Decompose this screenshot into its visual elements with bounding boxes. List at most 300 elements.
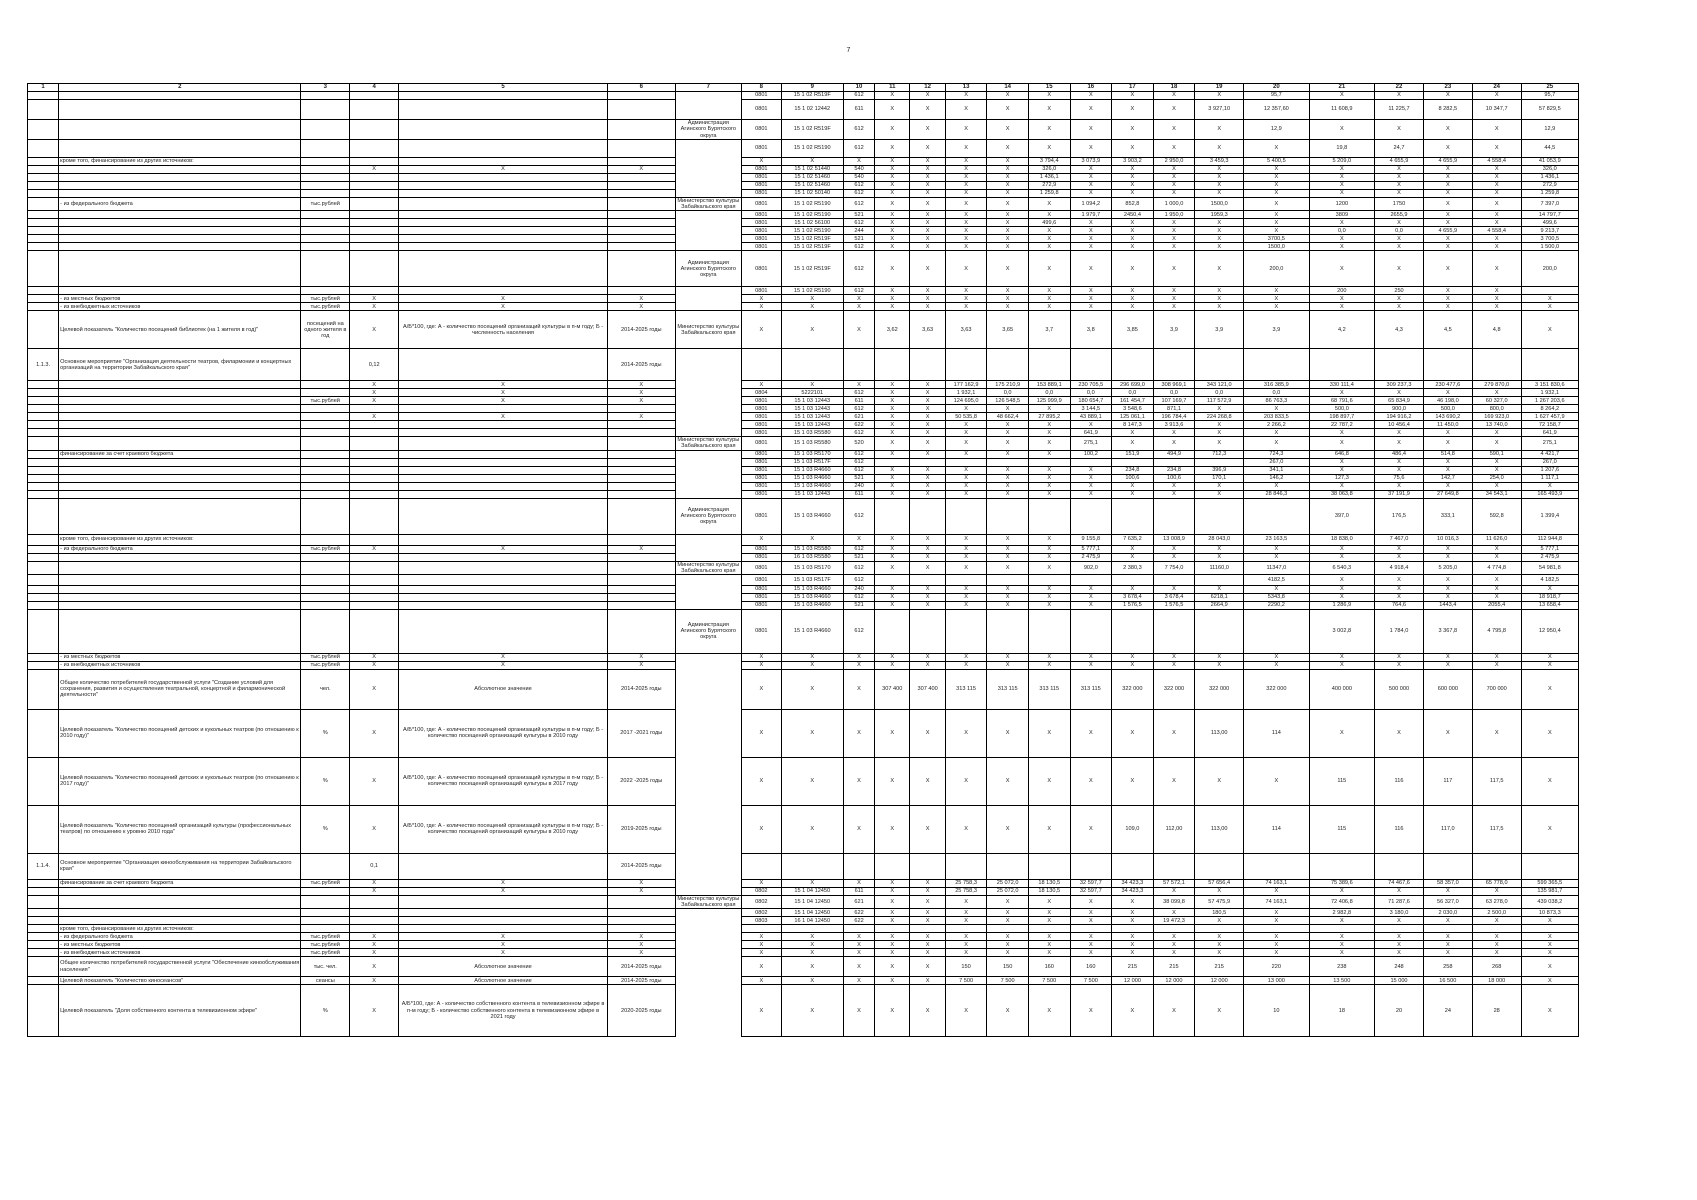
table-cell: X — [875, 158, 910, 166]
table-cell: 4 655,9 — [1423, 227, 1472, 235]
table-cell — [608, 474, 676, 482]
table-cell: X — [742, 381, 782, 389]
table-cell — [28, 120, 59, 140]
table-cell — [28, 389, 59, 397]
table-cell: X — [1195, 190, 1244, 198]
table-cell — [28, 925, 59, 933]
table-cell: X — [1070, 653, 1112, 661]
table-cell: 494,9 — [1153, 450, 1195, 458]
table-cell — [28, 933, 59, 941]
table-cell — [399, 490, 608, 498]
table-cell: 330 111,4 — [1309, 381, 1374, 389]
table-cell: Основное мероприятие "Организация деятельности театров, филармонии и концертных организаций на территории Забайкальского края" — [59, 349, 301, 381]
table-cell: X — [1375, 545, 1424, 553]
table-cell: X — [910, 887, 945, 895]
table-cell — [28, 182, 59, 190]
table-cell: 25 758,3 — [945, 879, 987, 887]
table-cell: X — [945, 421, 987, 429]
table-cell: 18 130,5 — [1028, 887, 1070, 895]
table-cell — [28, 251, 59, 287]
table-cell — [301, 413, 350, 421]
table-cell: X — [399, 389, 608, 397]
table-cell: 100,2 — [1070, 450, 1112, 458]
table-cell: X — [1244, 190, 1309, 198]
table-cell: тыс.рублей — [301, 879, 350, 887]
table-cell: X — [1195, 661, 1244, 669]
table-cell: X — [1028, 466, 1070, 474]
table-row — [28, 174, 1579, 182]
table-cell — [945, 498, 987, 534]
table-cell — [28, 397, 59, 405]
table-cell: 0801 — [742, 211, 782, 219]
table-cell — [987, 458, 1029, 466]
table-cell: 15 1 02 R519F — [781, 251, 843, 287]
table-cell: X — [910, 585, 945, 593]
table-cell: X — [1112, 490, 1154, 498]
table-cell: X — [987, 490, 1029, 498]
table-cell: X — [1309, 917, 1374, 925]
table-cell: X — [1309, 545, 1374, 553]
table-cell: X — [1070, 482, 1112, 490]
table-cell: X — [875, 182, 910, 190]
table-cell: 4,3 — [1375, 311, 1424, 349]
table-cell: X — [910, 140, 945, 158]
table-cell: X — [987, 933, 1029, 941]
table-cell — [350, 243, 399, 251]
table-cell: 1959,3 — [1195, 211, 1244, 219]
table-cell — [59, 227, 301, 235]
table-cell: X — [608, 933, 676, 941]
table-cell — [28, 211, 59, 219]
column-number: 23 — [1423, 84, 1472, 92]
table-cell — [1112, 925, 1154, 933]
table-cell: X — [1375, 941, 1424, 949]
table-cell: посещений на одного жителя в год — [301, 311, 350, 349]
table-cell: X — [350, 303, 399, 311]
table-cell — [399, 895, 608, 908]
table-cell: X — [1153, 140, 1195, 158]
table-cell: X — [399, 661, 608, 669]
table-cell: X — [1521, 933, 1578, 941]
table-cell: X — [1153, 92, 1195, 100]
table-cell: 15 1 03 12443 — [781, 413, 843, 421]
table-cell: X — [608, 166, 676, 174]
table-cell: X — [945, 437, 987, 450]
table-cell: X — [910, 413, 945, 421]
table-cell: X — [350, 413, 399, 421]
table-cell: 15 1 03 R4660 — [781, 466, 843, 474]
table-cell: 521 — [843, 235, 874, 243]
table-cell — [350, 458, 399, 466]
table-cell: X — [1309, 243, 1374, 251]
table-cell — [399, 853, 608, 879]
table-cell: X — [1423, 287, 1472, 295]
table-cell: 50 535,8 — [945, 413, 987, 421]
table-cell: X — [843, 661, 874, 669]
table-cell: тыс.рублей — [301, 949, 350, 957]
table-cell — [350, 574, 399, 585]
table-cell: 169 923,0 — [1472, 413, 1521, 421]
table-cell — [1028, 458, 1070, 466]
table-cell — [781, 853, 843, 879]
table-cell: 439 038,2 — [1521, 895, 1578, 908]
table-cell: X — [910, 235, 945, 243]
table-cell: 12,9 — [1244, 120, 1309, 140]
table-cell: X — [1423, 458, 1472, 466]
table-cell: X — [608, 381, 676, 389]
table-cell — [301, 140, 350, 158]
table-cell: X — [1423, 887, 1472, 895]
table-cell: X — [1375, 437, 1424, 450]
table-cell: X — [875, 92, 910, 100]
table-cell: X — [875, 429, 910, 437]
table-cell: X — [875, 140, 910, 158]
table-row — [28, 895, 1579, 908]
table-cell: X — [910, 227, 945, 235]
table-cell: 2 380,3 — [1112, 561, 1154, 574]
table-row — [28, 227, 1579, 235]
table-cell: 57 572,1 — [1153, 879, 1195, 887]
table-cell: 60 327,0 — [1472, 397, 1521, 405]
table-cell — [301, 887, 350, 895]
table-cell — [742, 349, 782, 381]
table-cell: X — [910, 593, 945, 601]
table-cell — [59, 405, 301, 413]
table-cell: X — [875, 709, 910, 757]
table-cell — [608, 140, 676, 158]
table-cell: 19 472,3 — [1153, 917, 1195, 925]
table-cell: X — [875, 190, 910, 198]
table-row — [28, 917, 1579, 925]
table-cell — [945, 853, 987, 879]
table-cell: X — [1423, 235, 1472, 243]
table-cell: 151,9 — [1112, 450, 1154, 458]
table-cell: 2020-2025 годы — [608, 985, 676, 1037]
table-cell — [608, 182, 676, 190]
table-cell — [350, 585, 399, 593]
table-cell: X — [1153, 303, 1195, 311]
table-row — [28, 303, 1579, 311]
table-cell: 1 207,6 — [1521, 466, 1578, 474]
table-cell: 15 1 02 R5190 — [781, 287, 843, 295]
table-cell: 326,0 — [1028, 166, 1070, 174]
table-cell: X — [987, 251, 1029, 287]
table-cell: 200 — [1309, 287, 1374, 295]
table-cell — [1028, 853, 1070, 879]
table-cell: 2 030,0 — [1423, 909, 1472, 917]
table-cell: 600 000 — [1423, 669, 1472, 709]
table-cell: X — [1195, 421, 1244, 429]
table-cell — [945, 925, 987, 933]
table-cell — [945, 349, 987, 381]
table-cell: X — [399, 381, 608, 389]
table-cell: 15 1 03 R5580 — [781, 545, 843, 553]
table-cell: X — [399, 413, 608, 421]
column-number: 8 — [742, 84, 782, 92]
table-cell: X — [1472, 198, 1521, 211]
table-cell: 646,8 — [1309, 450, 1374, 458]
table-cell — [399, 158, 608, 166]
table-cell: X — [987, 235, 1029, 243]
table-cell: 196 784,4 — [1153, 413, 1195, 421]
table-cell: X — [875, 295, 910, 303]
table-cell: X — [1244, 482, 1309, 490]
table-cell — [28, 190, 59, 198]
table-cell: X — [1153, 887, 1195, 895]
table-cell: X — [1309, 553, 1374, 561]
table-cell: 15 1 03 R4660 — [781, 601, 843, 609]
table-cell: 56 327,0 — [1423, 895, 1472, 908]
table-cell: 160 — [1070, 957, 1112, 977]
table-cell: X — [1244, 585, 1309, 593]
table-cell: 14 797,7 — [1521, 211, 1578, 219]
table-cell — [301, 482, 350, 490]
table-cell: X — [910, 429, 945, 437]
table-cell — [301, 120, 350, 140]
table-cell — [675, 593, 742, 601]
table-cell: X — [1028, 198, 1070, 211]
table-cell: - из внебюджетных источников — [59, 661, 301, 669]
table-cell: X — [875, 585, 910, 593]
table-cell — [675, 933, 742, 941]
table-cell: 100,6 — [1112, 474, 1154, 482]
table-cell: 1 932,1 — [945, 389, 987, 397]
table-cell: 7 500 — [945, 977, 987, 985]
table-cell: X — [1375, 190, 1424, 198]
table-row — [28, 879, 1579, 887]
table-cell: X — [1244, 140, 1309, 158]
table-cell: X — [1472, 941, 1521, 949]
table-cell: 15 1 03 12443 — [781, 397, 843, 405]
table-cell: X — [945, 933, 987, 941]
table-cell: 15 1 03 R4660 — [781, 498, 843, 534]
table-cell: X — [1195, 219, 1244, 227]
table-cell: X — [1070, 909, 1112, 917]
table-cell: X — [1195, 227, 1244, 235]
table-cell: 220 — [1244, 957, 1309, 977]
table-cell: X — [1028, 421, 1070, 429]
table-cell: 15 1 03 R4660 — [781, 585, 843, 593]
table-cell: X — [1028, 303, 1070, 311]
table-cell — [675, 957, 742, 977]
table-cell — [59, 190, 301, 198]
table-cell: X — [1423, 553, 1472, 561]
table-cell: X — [875, 887, 910, 895]
table-cell: X — [1112, 553, 1154, 561]
table-cell: % — [301, 709, 350, 757]
table-cell: 180,5 — [1195, 909, 1244, 917]
table-cell: X — [1028, 227, 1070, 235]
table-cell — [59, 92, 301, 100]
table-cell: X — [781, 985, 843, 1037]
table-cell: X — [1195, 941, 1244, 949]
table-cell: 540 — [843, 166, 874, 174]
table-cell: X — [1195, 585, 1244, 593]
table-cell: 11160,0 — [1195, 561, 1244, 574]
table-cell: 0801 — [742, 251, 782, 287]
table-cell — [28, 805, 59, 853]
table-cell: 4 182,5 — [1521, 574, 1578, 585]
table-cell: X — [987, 421, 1029, 429]
table-cell: X — [1028, 933, 1070, 941]
table-cell — [399, 458, 608, 466]
table-cell: 58 357,0 — [1423, 879, 1472, 887]
table-cell: 12,9 — [1521, 120, 1578, 140]
table-cell — [301, 429, 350, 437]
table-cell: X — [1244, 553, 1309, 561]
table-cell — [1375, 853, 1424, 879]
table-cell: X — [1070, 593, 1112, 601]
table-cell — [350, 120, 399, 140]
table-cell — [28, 498, 59, 534]
table-cell: 15 1 03 R4660 — [781, 609, 843, 653]
table-cell — [59, 553, 301, 561]
table-cell: X — [1070, 251, 1112, 287]
table-cell: X — [1244, 211, 1309, 219]
table-cell — [1244, 498, 1309, 534]
table-cell: X — [1112, 166, 1154, 174]
table-cell: X — [1375, 574, 1424, 585]
table-cell: 500,0 — [1423, 405, 1472, 413]
table-cell: X — [1423, 219, 1472, 227]
table-cell — [399, 174, 608, 182]
table-cell: X — [1153, 174, 1195, 182]
table-cell: X — [1472, 661, 1521, 669]
table-cell: 611 — [843, 397, 874, 405]
table-cell — [675, 100, 742, 120]
table-cell — [399, 405, 608, 413]
table-cell: X — [910, 158, 945, 166]
table-cell — [987, 498, 1029, 534]
table-cell: 621 — [843, 413, 874, 421]
table-cell: X — [1309, 295, 1374, 303]
table-cell — [675, 405, 742, 413]
table-cell — [945, 609, 987, 653]
table-cell: 0801 — [742, 166, 782, 174]
table-cell: X — [1521, 757, 1578, 805]
table-cell: X — [1309, 303, 1374, 311]
table-cell — [675, 421, 742, 429]
table-cell: X — [1070, 92, 1112, 100]
table-cell: X — [1195, 235, 1244, 243]
table-row — [28, 158, 1579, 166]
table-cell: 9 155,8 — [1070, 534, 1112, 545]
table-cell: X — [1423, 709, 1472, 757]
table-cell: 3 794,4 — [1028, 158, 1070, 166]
table-cell: 0801 — [742, 227, 782, 235]
table-cell: X — [945, 158, 987, 166]
table-cell: X — [910, 757, 945, 805]
table-cell: X — [742, 985, 782, 1037]
table-cell: X — [843, 669, 874, 709]
table-row — [28, 235, 1579, 243]
table-cell — [301, 853, 350, 879]
table-cell: X — [987, 585, 1029, 593]
table-cell: X — [1472, 917, 1521, 925]
table-cell: 6 540,3 — [1309, 561, 1374, 574]
table-cell — [350, 100, 399, 120]
table-cell: 2450,4 — [1112, 211, 1154, 219]
table-cell — [608, 211, 676, 219]
table-cell: 115 — [1309, 757, 1374, 805]
table-cell: X — [910, 166, 945, 174]
table-cell: X — [875, 243, 910, 251]
table-cell: 499,6 — [1028, 219, 1070, 227]
table-cell: X — [1028, 661, 1070, 669]
table-cell: 521 — [843, 553, 874, 561]
table-cell: 0801 — [742, 100, 782, 120]
table-cell — [1153, 498, 1195, 534]
table-cell — [399, 482, 608, 490]
table-cell: X — [1112, 661, 1154, 669]
table-cell: X — [608, 949, 676, 957]
table-cell — [28, 653, 59, 661]
table-cell: 612 — [843, 198, 874, 211]
table-cell: 143 690,2 — [1423, 413, 1472, 421]
table-cell: X — [1028, 120, 1070, 140]
table-cell: X — [608, 413, 676, 421]
table-cell: X — [1375, 585, 1424, 593]
table-cell: X — [1309, 585, 1374, 593]
table-cell: X — [843, 381, 874, 389]
table-cell — [301, 498, 350, 534]
table-cell: 15 1 02 R5190 — [781, 211, 843, 219]
table-cell: X — [910, 421, 945, 429]
table-cell — [608, 198, 676, 211]
table-cell — [875, 349, 910, 381]
table-cell: X — [1375, 389, 1424, 397]
table-cell: 2 475,9 — [1521, 553, 1578, 561]
table-cell: А/Б*100, где: А - количество посещений организаций культуры в п-м году; Б - количество посещений организаций культуры в 2010 году — [399, 709, 608, 757]
table-cell: X — [350, 166, 399, 174]
table-cell — [399, 100, 608, 120]
table-cell: X — [608, 941, 676, 949]
table-cell: X — [875, 287, 910, 295]
table-cell: X — [1375, 251, 1424, 287]
table-cell — [350, 92, 399, 100]
table-cell: 16 1 03 R5580 — [781, 553, 843, 561]
table-cell: 5 777,1 — [1070, 545, 1112, 553]
table-cell: 13 500 — [1309, 977, 1374, 985]
table-cell: 8 282,5 — [1423, 100, 1472, 120]
column-number: 22 — [1375, 84, 1424, 92]
table-cell: X — [1070, 805, 1112, 853]
table-cell: 4 795,8 — [1472, 609, 1521, 653]
table-cell: 11 626,0 — [1472, 534, 1521, 545]
table-cell: 74 163,1 — [1244, 879, 1309, 887]
table-cell: 20 — [1375, 985, 1424, 1037]
table-cell: X — [1423, 949, 1472, 957]
table-cell: X — [987, 190, 1029, 198]
table-cell: X — [1309, 120, 1374, 140]
table-cell: X — [875, 534, 910, 545]
table-cell: X — [1153, 661, 1195, 669]
table-cell — [399, 227, 608, 235]
table-cell — [28, 957, 59, 977]
table-cell — [875, 458, 910, 466]
table-cell: X — [987, 450, 1029, 458]
table-cell: 322 000 — [1195, 669, 1244, 709]
table-cell — [675, 389, 742, 397]
table-cell: 3,7 — [1028, 311, 1070, 349]
table-cell — [301, 349, 350, 381]
table-cell: 0,1 — [350, 853, 399, 879]
table-cell — [28, 437, 59, 450]
table-row — [28, 805, 1579, 853]
table-cell: X — [1112, 174, 1154, 182]
table-cell — [350, 895, 399, 908]
table-cell — [399, 474, 608, 482]
